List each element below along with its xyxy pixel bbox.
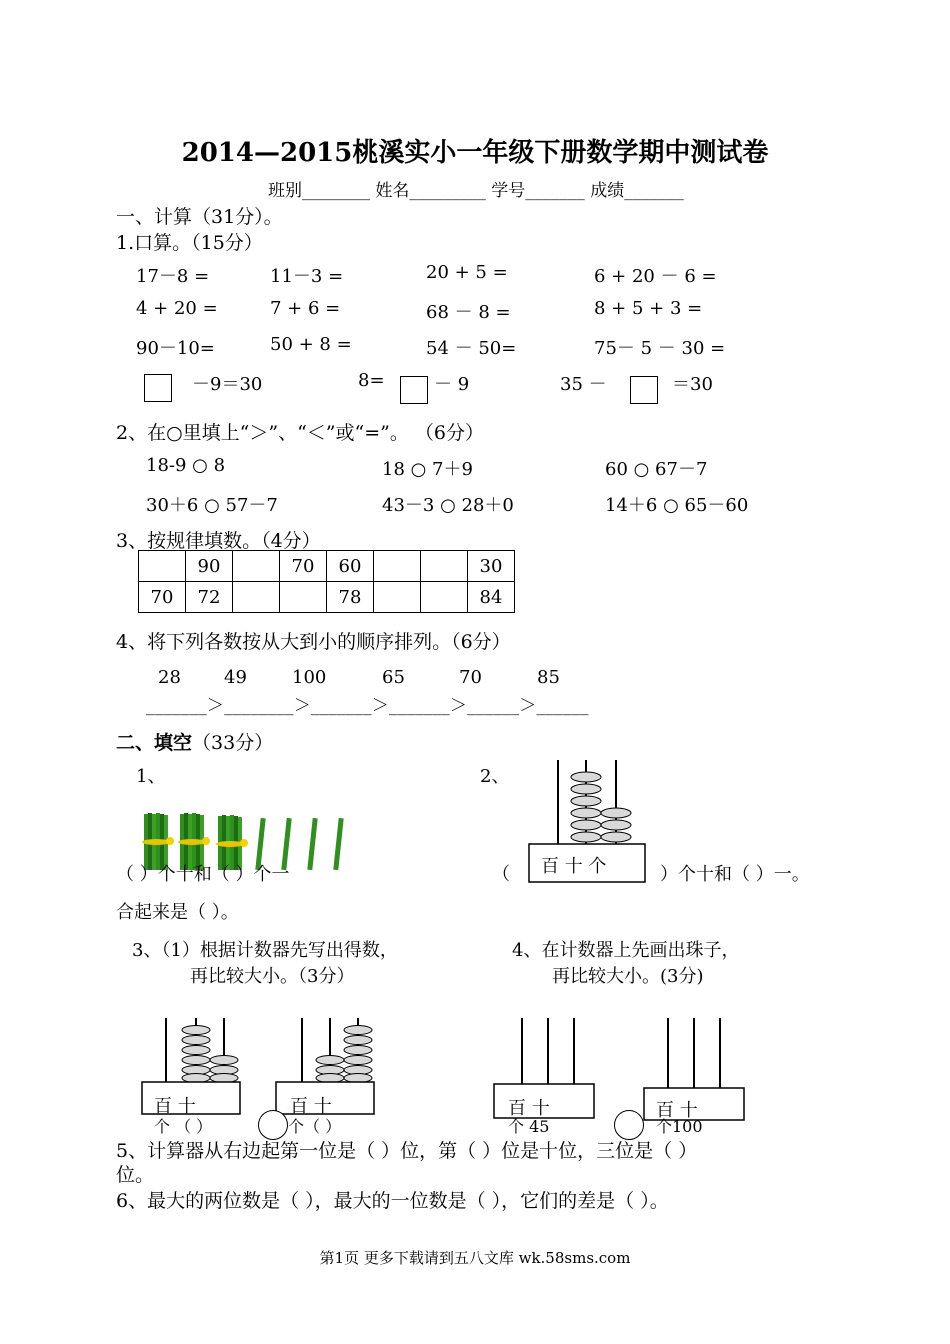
- calc-item: 4 + 20 =: [136, 298, 218, 319]
- table-cell[interactable]: [374, 551, 421, 582]
- q3-heading: 3、按规律填数。（4分）: [116, 530, 321, 552]
- fill-q6: 6、最大的两位数是（ ），最大的一位数是（ ），它们的差是（ ）。: [116, 1190, 669, 1212]
- calc-item: 35 －: [560, 374, 607, 395]
- student-info-line: 班别________ 姓名_________ 学号_______ 成绩_______: [268, 181, 684, 201]
- number-item: 70: [459, 667, 482, 688]
- number-item: 85: [537, 667, 560, 688]
- table-cell[interactable]: [421, 551, 468, 582]
- fill-q1-text2: 合起来是（ ）。: [116, 902, 239, 923]
- compare-item: 60 ○ 67－7: [605, 459, 708, 480]
- table-cell: 90: [186, 551, 233, 582]
- abacus-a-label: 百 十: [154, 1096, 196, 1117]
- abacus-d-below: 个100: [656, 1117, 703, 1136]
- fill-q5: 5、计算器从右边起第一位是（ ）位，第（ ）位是十位，三位是（ ）: [116, 1140, 698, 1162]
- abacus-q2-label: 百 十 个: [541, 856, 607, 877]
- table-cell[interactable]: [233, 582, 280, 613]
- compare-item: 14＋6 ○ 65－60: [605, 495, 749, 516]
- calc-item: －9＝30: [192, 374, 263, 395]
- abacus-d-label: 百 十: [656, 1100, 698, 1121]
- q1-heading: 1.口算。（15分）: [116, 232, 263, 254]
- table-cell: 30: [468, 551, 515, 582]
- fill-q2-text: ）个十和（ ）一。: [660, 864, 810, 885]
- page-title: 2014—2015桃溪实小一年级下册数学期中测试卷: [181, 138, 769, 168]
- calc-item: 8 + 5 + 3 =: [594, 298, 703, 319]
- calc-item: 8=: [358, 370, 385, 391]
- number-item: 49: [224, 667, 247, 688]
- section-1-heading: 一、计算（31分）。: [116, 206, 283, 228]
- order-answer-line[interactable]: _______＞________＞_______＞_______＞______＞______: [146, 696, 589, 716]
- table-cell: 72: [186, 582, 233, 613]
- page-footer: 第1页 更多下载请到五八文库 wk.58sms.com: [319, 1249, 631, 1267]
- compare-item: 43－3 ○ 28＋0: [382, 495, 514, 516]
- calc-item: 11－3 =: [270, 266, 344, 287]
- table-cell[interactable]: [280, 582, 327, 613]
- section-2-heading: [116, 728, 273, 755]
- fill-q4-line1: 4、在计数器上先画出珠子，: [512, 940, 740, 961]
- answer-box[interactable]: [630, 376, 658, 404]
- answer-box[interactable]: [144, 374, 172, 402]
- fill-q1-text: （ ）个十和（ ）个一: [116, 864, 290, 885]
- compare-item: 30＋6 ○ 57－7: [146, 495, 278, 516]
- answer-box[interactable]: [400, 376, 428, 404]
- calc-item: 75－ 5 － 30 =: [594, 338, 726, 359]
- calc-item: 54 － 50=: [426, 338, 517, 359]
- fill-q2-text-open: （: [492, 864, 510, 885]
- table-cell: 70: [280, 551, 327, 582]
- fill-q3-line1: 3、（1）根据计数器先写出得数，: [132, 940, 398, 961]
- abacus-a-below: 个 （ ）: [154, 1117, 213, 1136]
- table-cell: 78: [327, 582, 374, 613]
- calc-item: 68 － 8 =: [426, 302, 511, 323]
- table-cell: 84: [468, 582, 515, 613]
- fill-q4-line2: 再比较大小。(3分): [552, 966, 704, 987]
- calc-item: 6 + 20 － 6 =: [594, 266, 717, 287]
- table-row: [139, 582, 515, 613]
- fill-q1-label: 1、: [136, 766, 166, 787]
- table-row: [139, 551, 515, 582]
- compare-item: 18 ○ 7＋9: [382, 459, 473, 480]
- calc-item: 7 + 6 =: [270, 298, 341, 319]
- calc-item: 20 + 5 =: [426, 262, 508, 283]
- pattern-table: [138, 550, 515, 613]
- abacus-c-label: 百 十: [508, 1098, 550, 1119]
- table-cell: 70: [139, 582, 186, 613]
- calc-item: 50 + 8 =: [270, 334, 352, 355]
- calc-item: 17－8 =: [136, 266, 210, 287]
- table-cell: 60: [327, 551, 374, 582]
- section-2-heading-bold: 二、填空: [116, 732, 193, 754]
- calc-item: 90－10=: [136, 338, 215, 359]
- table-cell[interactable]: [233, 551, 280, 582]
- fill-q5-cont: 位。: [116, 1164, 155, 1186]
- fill-q2-label: 2、: [480, 766, 510, 787]
- calc-item: ＝30: [672, 374, 713, 395]
- number-item: 28: [158, 667, 181, 688]
- calc-item: － 9: [434, 374, 470, 395]
- table-cell[interactable]: [139, 551, 186, 582]
- abacus-c-below: 个 45: [508, 1117, 550, 1136]
- q4-heading: 4、将下列各数按从大到小的顺序排列。（6分）: [116, 631, 511, 653]
- abacus-b-below: 个（ ）: [288, 1117, 342, 1136]
- fill-q3-line2: 再比较大小。（3分）: [190, 966, 355, 987]
- abacus-b-label: 百 十: [290, 1096, 332, 1117]
- section-2-heading-score: （33分）: [192, 732, 274, 754]
- table-cell[interactable]: [374, 582, 421, 613]
- q2-heading: 2、在○里填上“＞”、“＜”或“=”。 （6分）: [116, 422, 484, 444]
- table-cell[interactable]: [421, 582, 468, 613]
- number-item: 100: [292, 667, 327, 688]
- number-item: 65: [382, 667, 405, 688]
- compare-item: 18-9 ○ 8: [146, 455, 226, 476]
